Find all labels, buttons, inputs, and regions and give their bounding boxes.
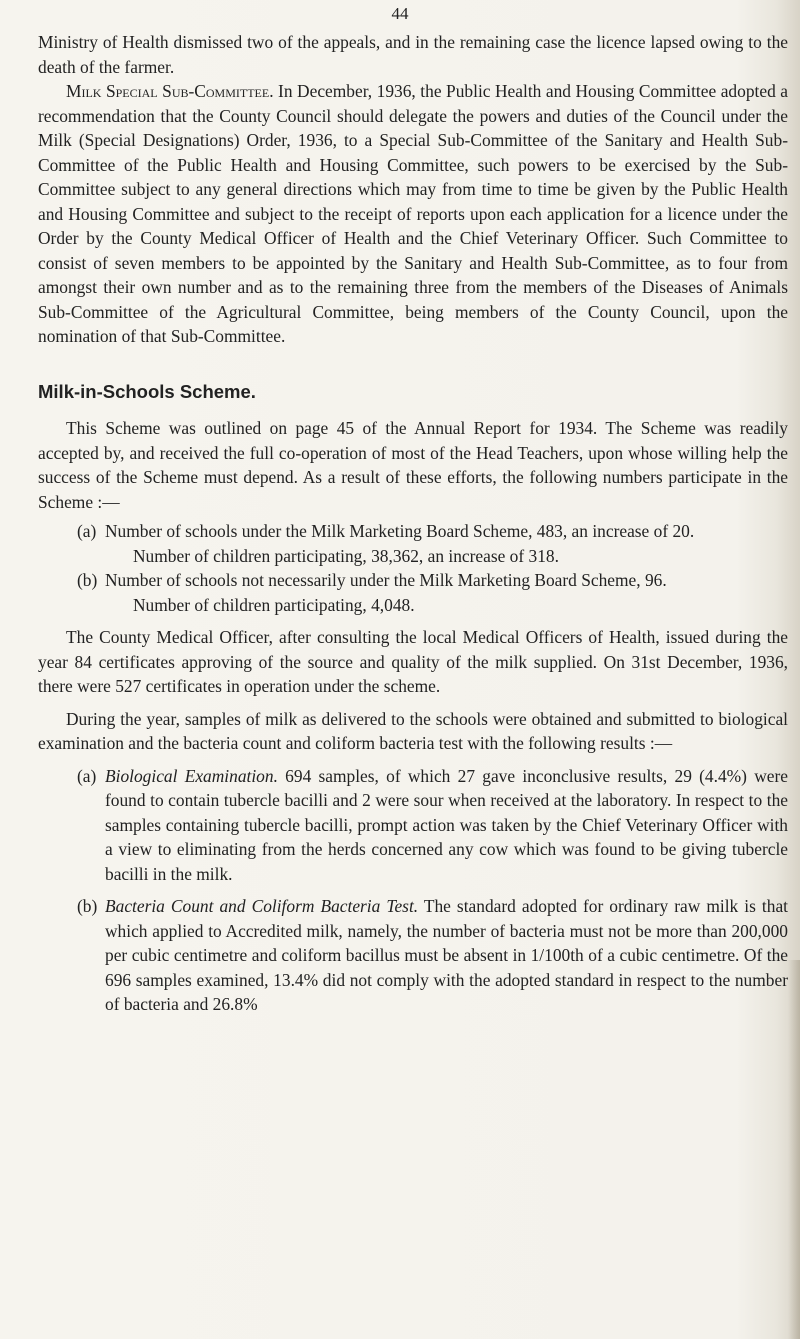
- page-edge-shadow: [788, 960, 800, 1339]
- list-item: [77, 764, 788, 887]
- result-title: Biological Examination.: [105, 765, 278, 786]
- scheme-paragraph-1: This Scheme was outlined on page 45 of the Annual Report for 1934. The Scheme was readily accepted by, and received the full co-operation of most of the Head Teachers, upon whose willing help the success of the Scheme must depend. As a result of these efforts, the following numbers participate in the Scheme :—: [38, 418, 788, 512]
- result-title: Bacteria Count and Coliform Bacteria Test.: [105, 896, 419, 916]
- participation-list: [77, 519, 788, 617]
- results-list: [77, 764, 788, 1017]
- list-marker: (b): [77, 570, 98, 590]
- result-text: 694 samples, of which 27 gave inconclusive results, 29 (4.4%) were found to contain tubercle bacilli and 2 were sour when received at the laboratory. In respect to the samples containing tubercle bacilli, prompt action was taken by the Chief Veterinary Officer with a view to eliminating from the herds concerned any cow which was found to be giving tubercle bacilli in the milk.: [105, 765, 788, 884]
- list-item-subtext: Number of children participating, 38,362, an increase of 318.: [133, 545, 559, 566]
- result-text: The standard adopted for ordinary raw milk is that which applied to Accredited milk, namely, the number of bacteria must not be more than 200,000 per cubic centimetre and coliform bacillus must be absent in 1/100th of a cubic centimetre. Of the 696 samples examined, 13.4% did not comply with the adopted standard in respect to the number of bacteria and 26.8%: [105, 896, 788, 1014]
- list-marker: (a): [77, 521, 97, 541]
- milk-special-body: In December, 1936, the Public Health and Housing Committee adopted a recommendation that the County Council should delegate the powers and duties of the Council under the Milk (Special Designations) Order, 1936, to a Special Sub-Committee of the Sanitary and Health Sub-Committee of the Public Health and Housing Committee, such powers to be exercised by the Sub-Committee subject to any general directions which may from time to time be given by the Public Health and Housing Committee and subject to the receipt of reports upon each application for a licence under the Order by the County Medical Officer of Health and the Chief Veterinary Officer. Such Committee to consist of seven members to be appointed by the Sanitary and Health Sub-Committee, as to four from amongst their own number and as to the remaining three from the members of the Diseases of Animals Sub-Committee of the Agricultural Committee, being members of the County Council, upon the nomination of that Sub-Committee.: [38, 81, 788, 346]
- scheme-paragraph-2: The County Medical Officer, after consulting the local Medical Officers of Health, issued during the year 84 certificates approving of the source and quality of the milk supplied. On 31st December, 1936, there were 527 certificates in operation under the scheme.: [38, 627, 788, 696]
- list-item-text: Number of schools not necessarily under the Milk Marketing Board Scheme, 96.: [105, 570, 667, 590]
- scheme-paragraph-3: During the year, samples of milk as delivered to the schools were obtained and submitted to biological examination and the bacteria count and coliform bacteria test with the following results :—: [38, 708, 788, 753]
- list-marker: (a): [77, 765, 97, 786]
- list-item-text: Number of schools under the Milk Marketing Board Scheme, 483, an increase of 20.: [105, 521, 695, 541]
- milk-special-title: Milk Special Sub-Committee.: [66, 81, 274, 101]
- milk-special-paragraph: [38, 79, 788, 349]
- list-marker: (b): [77, 896, 98, 916]
- list-item-subtext: Number of children participating, 4,048.: [133, 594, 415, 615]
- page-number: 44: [391, 4, 409, 23]
- list-item: [77, 894, 788, 1017]
- list-item: [77, 519, 788, 568]
- intro-paragraph: Ministry of Health dismissed two of the appeals, and in the remaining case the licence lapsed owing to the death of the farmer.: [38, 32, 788, 77]
- page-content: [38, 30, 788, 1017]
- list-item: [77, 568, 788, 617]
- section-heading: Milk-in-Schools Scheme.: [38, 380, 256, 402]
